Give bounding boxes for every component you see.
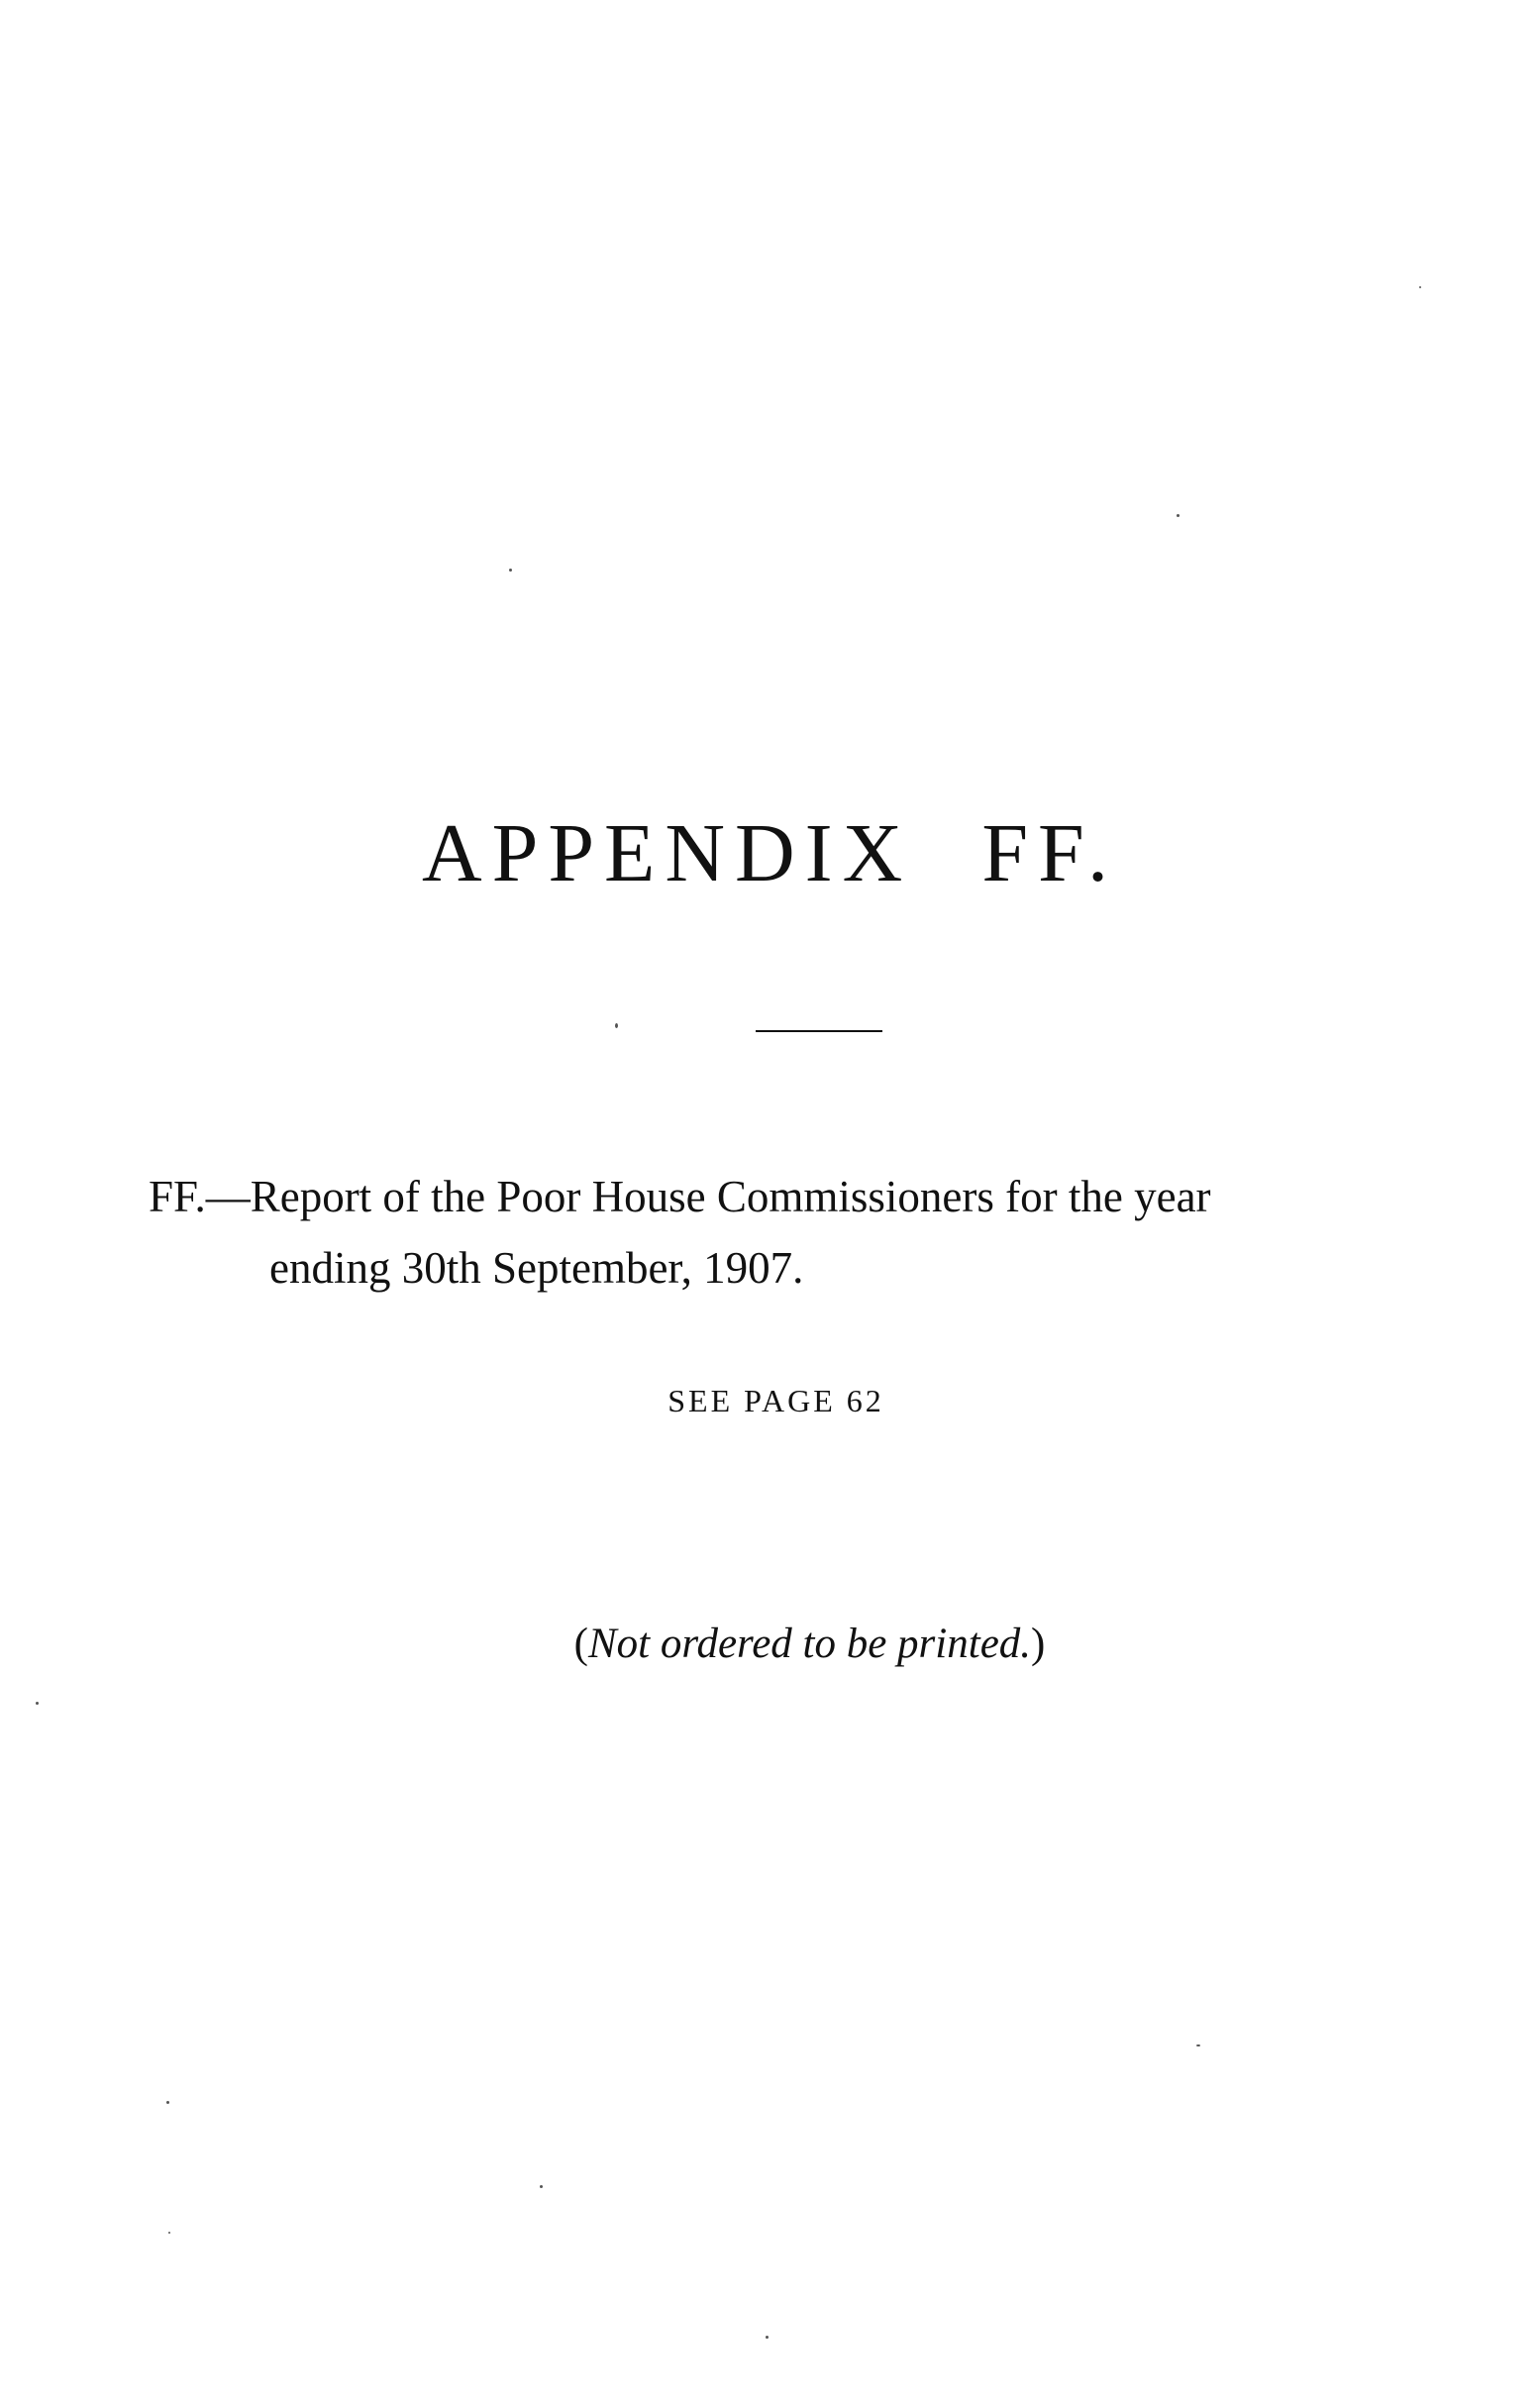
- scan-speck: [509, 569, 512, 572]
- scan-speck: [1196, 2044, 1200, 2046]
- report-entry-line-1: FF.—Report of the Poor House Commissioners for the year: [149, 1172, 1211, 1221]
- note-text: Not ordered to be printed.: [587, 1621, 1032, 1667]
- appendix-title-word: APPENDIX: [421, 807, 913, 899]
- see-page-reference: SEE PAGE 62: [667, 1383, 884, 1418]
- scan-speck: [1419, 286, 1421, 288]
- note-open-paren: (: [573, 1621, 588, 1667]
- note-close-paren: ): [1031, 1621, 1046, 1667]
- scan-speck: [1177, 514, 1180, 517]
- scan-speck: [36, 1702, 39, 1705]
- appendix-title-letters: FF.: [981, 807, 1119, 899]
- scan-speck: [766, 2336, 769, 2339]
- report-entry: [149, 1161, 1495, 1304]
- scan-speck: [166, 2101, 169, 2104]
- report-entry-line-2: ending 30th September, 1907.: [269, 1243, 804, 1293]
- not-printed-note: [40, 1623, 1540, 1665]
- scan-speck: [540, 2185, 543, 2188]
- scan-speck: [168, 2232, 170, 2234]
- scan-speck: [615, 1023, 618, 1028]
- appendix-title: [0, 807, 1540, 899]
- title-rule-divider: [756, 1030, 882, 1032]
